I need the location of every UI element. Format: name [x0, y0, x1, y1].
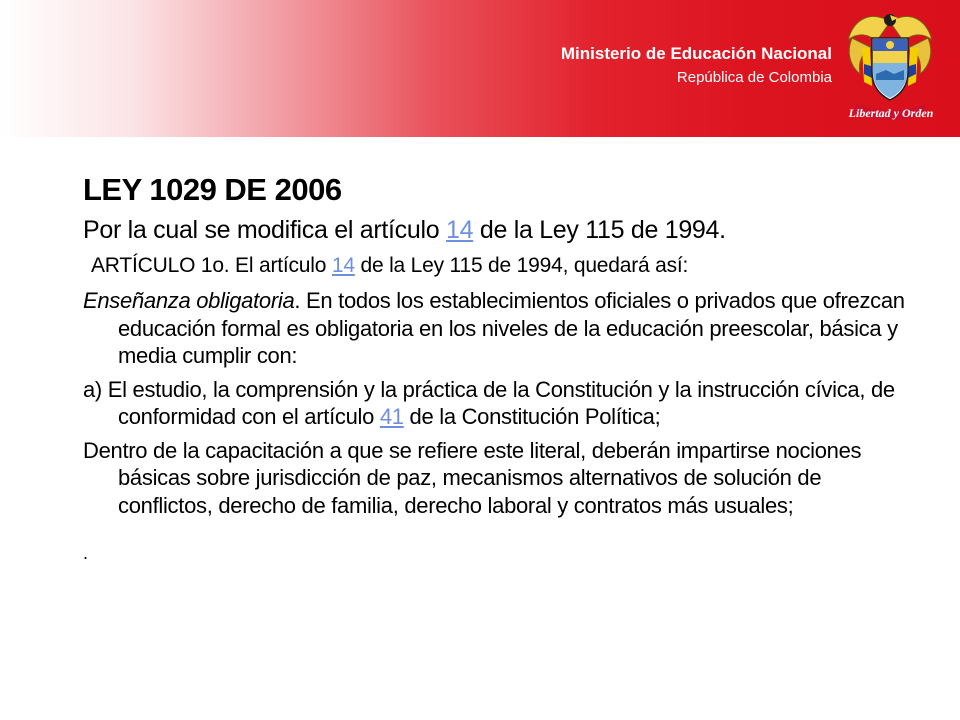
ministry-block — [561, 44, 832, 89]
trailing-period: . — [83, 543, 89, 563]
header-banner — [0, 0, 960, 137]
ministry-name: Ministerio de Educación Nacional — [560, 44, 832, 63]
paragraph-obligatory-teaching — [83, 287, 913, 370]
article-text-end: de la Ley 115 de 1994, quedará así: — [354, 254, 689, 277]
article-text: ARTÍCULO 1o. El artículo — [91, 254, 332, 277]
article-14-link[interactable]: 14 — [445, 216, 474, 244]
article-14-link-2[interactable]: 14 — [331, 254, 355, 277]
article-41-link[interactable]: 41 — [379, 404, 404, 429]
paragraph-literal-a — [83, 376, 913, 431]
paragraph-emphasis: Enseñanza obligatoria — [83, 288, 295, 313]
paragraph-text: a) El estudio, la comprensión y la práctica de la Constitución y la instrucción cívica, de conformidad con el artículo — [83, 376, 895, 429]
law-title: LEY 1029 DE 2006 — [83, 172, 342, 207]
paragraph-text: . En todos los establecimientos oficiales o privados que ofrezcan educación formal es obligatoria en los niveles de la educación preescolar, básica y media cumplir con: — [118, 288, 905, 368]
paragraph-text-end: de la Constitución Política; — [403, 404, 661, 429]
country-name: República de Colombia — [676, 69, 832, 86]
paragraph-text: Dentro de la capacitación a que se refiere este literal, deberán impartirse nociones básicas sobre jurisdicción de paz, mecanismos alternativos de solución de conflictos, derecho de familia, derecho laboral y contratos más usuales; — [83, 437, 862, 518]
subtitle-text-end: de la Ley 115 de 1994. — [473, 216, 726, 244]
document-body — [83, 168, 913, 563]
law-subtitle — [83, 213, 913, 247]
subtitle-text: Por la cual se modifica el artículo — [83, 216, 446, 244]
paragraph-training — [83, 437, 913, 520]
motto: Libertad y Orden — [848, 106, 934, 120]
article-heading — [91, 251, 913, 281]
